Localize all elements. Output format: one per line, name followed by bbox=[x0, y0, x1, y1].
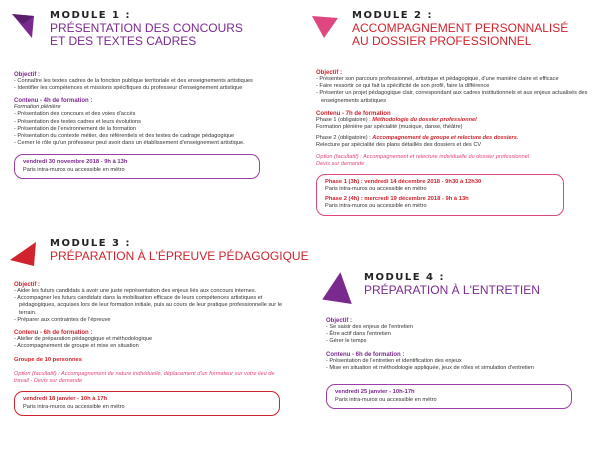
module-1 bbox=[8, 6, 290, 179]
list-item: - Cerner le rôle qu'un professeur peut avoir dans un établissement d'enseignement artistique. bbox=[14, 140, 290, 147]
module-4-objective-list bbox=[326, 324, 592, 346]
module-1-title-line1: PRÉSENTATION DES CONCOURS bbox=[50, 21, 243, 35]
list-item: - Se saisir des enjeux de l'entretien bbox=[326, 324, 592, 331]
list-item: - Présenter un projet pédagogique clair, correspondant aux cadres institutionnels et aux enjeux actualisés des enseignements artistiques bbox=[316, 90, 592, 104]
module-3-content-list bbox=[14, 336, 298, 350]
module-1-shape-icon bbox=[8, 10, 38, 40]
list-item: - Présentation de l'entretien et identification des enjeux bbox=[326, 358, 592, 365]
list-item: - Être actif dans l'entretien bbox=[326, 331, 592, 338]
module-2-phase-1-desc: Formation plénière par spécialité (musique, danse, théâtre) bbox=[316, 123, 463, 130]
module-3-option: Option (facultatif) : Accompagnement de nature individuelle, déplacement d'un formateur sur votre lieu de bbox=[14, 371, 275, 378]
module-4-header bbox=[322, 268, 592, 314]
module-2-date-box bbox=[316, 174, 564, 216]
list-item: - Identifier les compétences et missions spécifiques du professeur d'enseignement artistique bbox=[14, 85, 290, 92]
list-item: - Présenter son parcours professionnel, artistique et pédagogique, d'une manière claire et efficace bbox=[316, 76, 592, 83]
module-1-title-line2: ET DES TEXTES CADRES bbox=[50, 34, 197, 48]
module-1-content-heading: Contenu - 4h de formation : bbox=[14, 98, 93, 105]
list-item: - Accompagner les futurs candidats dans la mobilisation efficace de leurs compétences artistiques et pédagogiques, acquises lors de leur formation initiale, puis au cours de leur pratique professionnelle sur le terrain. bbox=[14, 295, 298, 317]
module-1-date: vendredi 30 novembre 2018 - 9h à 13h bbox=[23, 159, 128, 166]
module-2-phase-1: Phase 1 (obligatoire) : Méthodologie du dossier professionnel bbox=[316, 116, 477, 123]
module-4 bbox=[322, 268, 592, 409]
module-2-date-phase-2: Phase 2 (4h) : mercredi 19 décembre 2018 - 9h à 13h bbox=[325, 195, 469, 202]
module-3 bbox=[8, 234, 309, 416]
module-3-content-heading: Contenu - 6h de formation : bbox=[14, 330, 93, 337]
module-2-phase-2: Phase 2 (obligatoire) : Accompagnement de groupe et relecture des dossiers. bbox=[316, 134, 519, 141]
list-item: - Présentation des textes cadres et leurs évolutions bbox=[14, 119, 290, 126]
list-item: - Gérer le temps bbox=[326, 338, 592, 345]
list-item: - Atelier de préparation pédagogique et méthodologique bbox=[14, 336, 298, 343]
module-3-objective-list bbox=[14, 288, 298, 324]
module-2-label: MODULE 2 : bbox=[352, 10, 433, 21]
module-2 bbox=[310, 6, 592, 216]
list-item: - Présentation de l'environnement de la formation bbox=[14, 126, 290, 133]
list-item: - Mise en situation et méthodologie appliquée, jeux de rôles et simulation d'entretien bbox=[326, 365, 592, 372]
module-4-date-box bbox=[326, 384, 572, 409]
module-2-place-2: Paris intra-muros ou accessible en métro bbox=[325, 203, 427, 210]
module-4-content-list bbox=[326, 358, 592, 372]
module-4-date: vendredi 25 janvier - 10h-17h bbox=[335, 389, 415, 396]
module-3-label: MODULE 3 : bbox=[50, 238, 131, 249]
module-3-shape-icon bbox=[8, 238, 38, 268]
module-3-group-size: Groupe de 10 personnes bbox=[14, 357, 82, 364]
module-4-place: Paris intra-muros ou accessible en métro bbox=[335, 396, 437, 403]
module-2-place-1: Paris intra-muros ou accessible en métro bbox=[325, 186, 427, 193]
module-2-phase-2-desc: Relecture par spécialité des plans détaillés des dossiers et des CV bbox=[316, 141, 482, 148]
module-1-place: Paris intra-muros ou accessible en métro bbox=[23, 166, 125, 173]
module-1-objective-heading: Objectif : bbox=[14, 72, 41, 78]
list-item: - Préparer aux contraintes de l'épreuve bbox=[14, 317, 298, 324]
module-2-shape-icon bbox=[310, 10, 340, 40]
module-2-header bbox=[310, 6, 592, 52]
module-4-shape-icon bbox=[320, 270, 354, 304]
module-3-place: Paris intra-muros ou accessible en métro bbox=[23, 403, 125, 410]
module-3-objective-heading: Objectif : bbox=[14, 282, 41, 288]
module-2-content-heading: Contenu - 7h de formation bbox=[316, 110, 391, 117]
module-2-option: Option (facultatif) : Accompagnement et relecture individuelle du dossier professionnel bbox=[316, 153, 530, 160]
module-2-title-line1: ACCOMPAGNEMENT PERSONNALISÉ bbox=[352, 21, 569, 35]
module-1-content-list bbox=[14, 111, 290, 147]
module-3-title: PRÉPARATION À L'ÉPREUVE PÉDAGOGIQUE bbox=[50, 249, 309, 263]
module-3-header bbox=[8, 234, 309, 280]
module-1-header bbox=[8, 6, 290, 52]
module-2-title-line2: AU DOSSIER PROFESSIONNEL bbox=[352, 34, 532, 48]
list-item: - Connaître les textes cadres de la fonction publique territoriale et des enseignements artistiques bbox=[14, 78, 290, 85]
module-4-label: MODULE 4 : bbox=[364, 272, 445, 283]
module-2-objective-heading: Objectif : bbox=[316, 70, 343, 76]
module-2-objective-list bbox=[316, 76, 592, 105]
list-item: - Faire ressortir ce qui fait la spécificité de son profil, faire la différence bbox=[316, 83, 592, 90]
module-1-label: MODULE 1 : bbox=[50, 10, 131, 21]
list-item: - Accompagnement de groupe et mise en situation bbox=[14, 343, 298, 350]
module-1-date-box bbox=[14, 154, 260, 179]
list-item: - Aider les futurs candidats à avoir une juste représentation des enjeux liés aux concours internes. bbox=[14, 288, 298, 295]
module-3-date: vendredi 18 janvier - 10h à 17h bbox=[23, 396, 108, 403]
module-3-date-box bbox=[14, 391, 280, 416]
module-3-option-quote: travail - Devis sur demande bbox=[14, 378, 83, 385]
module-4-objective-heading: Objectif : bbox=[326, 318, 353, 324]
module-1-content-subtitle: Formation plénière bbox=[14, 104, 61, 111]
module-4-content-heading: Contenu - 6h de formation : bbox=[326, 351, 405, 358]
module-2-option-quote: Devis sur demande bbox=[316, 160, 365, 167]
module-1-objective-list bbox=[14, 78, 290, 92]
list-item: - Présentation des concours et des voies d'accès bbox=[14, 111, 290, 118]
module-4-title: PRÉPARATION À L'ENTRETIEN bbox=[364, 283, 540, 297]
module-2-date-phase-1: Phase 1 (3h) : vendredi 14 décembre 2018 - 9h30 à 12h30 bbox=[325, 178, 482, 185]
list-item: - Présentation du contexte métier, des référentiels et des textes de cadrage pédagogique bbox=[14, 133, 290, 140]
